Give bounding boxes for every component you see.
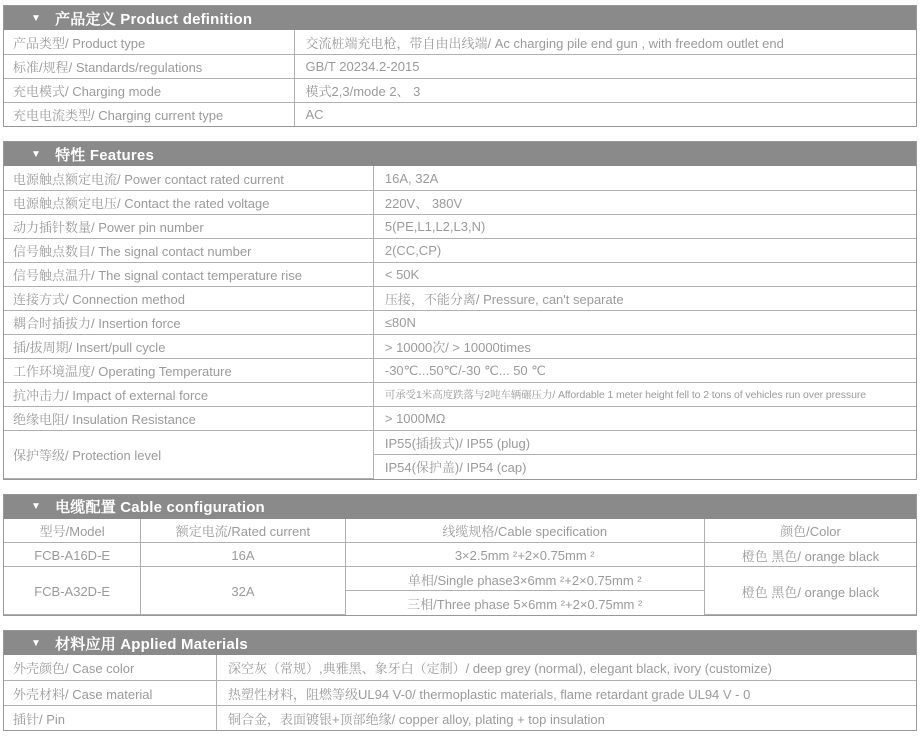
- column-header-color: 颜色/Color: [704, 519, 916, 543]
- row-value: < 50K: [373, 262, 916, 286]
- table-row: [4, 166, 916, 190]
- section-applied-materials: [3, 630, 917, 731]
- applied-materials-table: [4, 655, 916, 730]
- table-row-fcb-a16d-e: [4, 543, 916, 567]
- cell-current: 16A: [141, 543, 345, 567]
- cell-model: FCB-A16D-E: [4, 543, 141, 567]
- row-label-protection-level: 保护等级/ Protection level: [4, 430, 373, 478]
- table-row: [4, 78, 916, 102]
- triangle-down-icon: ▼: [31, 12, 42, 24]
- row-value-ip54: IP54(保护盖)/ IP54 (cap): [373, 454, 916, 478]
- row-value: AC: [294, 102, 916, 126]
- row-value: 5(PE,L1,L2,L3,N): [373, 214, 916, 238]
- row-value: 压接，不能分离/ Pressure, can't separate: [373, 286, 916, 310]
- cell-spec-three-phase: 三相/Three phase 5×6mm ²+2×0.75mm ²: [345, 591, 704, 615]
- row-value: 模式2,3/mode 2、 3: [294, 78, 916, 102]
- cell-spec-single-phase: 单相/Single phase3×6mm ²+2×0.75mm ²: [345, 567, 704, 591]
- row-label: 产品类型/ Product type: [4, 30, 294, 54]
- table-row: [4, 214, 916, 238]
- row-label: 充电电流类型/ Charging current type: [4, 102, 294, 126]
- row-value: 可承受1米高度跌落与2吨车辆碾压力/ Affordable 1 meter height fell to 2 tons of vehicles run over pressure: [373, 382, 916, 406]
- row-label: 工作环境温度/ Operating Temperature: [4, 358, 373, 382]
- row-value: 2(CC,CP): [373, 238, 916, 262]
- table-row-protection-plug: [4, 430, 916, 454]
- table-row-fcb-a32d-e-single: [4, 567, 916, 591]
- table-row: [4, 102, 916, 126]
- table-row: [4, 655, 916, 680]
- column-header-rated-current: 额定电流/Rated current: [141, 519, 345, 543]
- cell-model: FCB-A32D-E: [4, 567, 141, 615]
- cell-color: 橙色 黑色/ orange black: [704, 543, 916, 567]
- row-label: 插针/ Pin: [4, 705, 216, 730]
- section-title-materials: 材料应用 Applied Materials: [55, 635, 248, 653]
- product-definition-table: [4, 30, 916, 126]
- column-header-model: 型号/Model: [4, 519, 141, 543]
- row-value: 220V、 380V: [373, 190, 916, 214]
- section-cable-configuration: [3, 494, 917, 617]
- row-value: > 1000MΩ: [373, 406, 916, 430]
- column-header-cable-spec: 线缆规格/Cable specification: [345, 519, 704, 543]
- row-label: 电源触点额定电流/ Power contact rated current: [4, 166, 373, 190]
- cable-configuration-table: [4, 519, 916, 616]
- row-label: 连接方式/ Connection method: [4, 286, 373, 310]
- row-value: 深空灰（常规）,典雅黑、象牙白（定制）/ deep grey (normal), elegant black, ivory (customize): [216, 655, 916, 680]
- row-label: 标准/规程/ Standards/regulations: [4, 54, 294, 78]
- row-value: 热塑性材料，阻燃等级UL94 V-0/ thermoplastic materials, flame retardant grade UL94 V - 0: [216, 680, 916, 705]
- row-value: > 10000次/ > 10000times: [373, 334, 916, 358]
- row-label: 耦合时插拔力/ Insertion force: [4, 310, 373, 334]
- table-row: [4, 334, 916, 358]
- row-label: 信号触点温升/ The signal contact temperature rise: [4, 262, 373, 286]
- table-row: [4, 238, 916, 262]
- section-title-features: 特性 Features: [55, 146, 155, 164]
- row-value: GB/T 20234.2-2015: [294, 54, 916, 78]
- row-value: 交流桩端充电枪，带自由出线端/ Ac charging pile end gun , with freedom outlet end: [294, 30, 916, 54]
- table-row: [4, 190, 916, 214]
- table-row: [4, 286, 916, 310]
- row-value: -30℃...50℃/-30 ℃... 50 ℃: [373, 358, 916, 382]
- row-value: ≤80N: [373, 310, 916, 334]
- section-features: [3, 141, 917, 480]
- cell-spec: 3×2.5mm ²+2×0.75mm ²: [345, 543, 704, 567]
- row-label: 插/拔周期/ Insert/pull cycle: [4, 334, 373, 358]
- section-product-definition: [3, 5, 917, 127]
- cell-color: 橙色 黑色/ orange black: [704, 567, 916, 615]
- features-table: [4, 166, 916, 479]
- triangle-down-icon: ▼: [31, 501, 42, 512]
- section-header-features: [4, 142, 916, 166]
- row-label: 外壳材料/ Case material: [4, 680, 216, 705]
- row-label: 动力插针数量/ Power pin number: [4, 214, 373, 238]
- row-value: 16A, 32A: [373, 166, 916, 190]
- row-value-ip55: IP55(插拔式)/ IP55 (plug): [373, 430, 916, 454]
- triangle-down-icon: ▼: [31, 148, 42, 160]
- table-row: [4, 310, 916, 334]
- row-label: 信号触点数目/ The signal contact number: [4, 238, 373, 262]
- table-row: [4, 382, 916, 406]
- section-title-cable: 电缆配置 Cable configuration: [55, 499, 265, 516]
- cell-current: 32A: [141, 567, 345, 615]
- table-row: [4, 54, 916, 78]
- table-row: [4, 262, 916, 286]
- section-title-product: 产品定义 Product definition: [55, 10, 253, 28]
- section-header-cable: [4, 495, 916, 519]
- section-header-materials: [4, 631, 916, 655]
- row-label: 充电模式/ Charging mode: [4, 78, 294, 102]
- table-header-row: [4, 519, 916, 543]
- row-value: 铜合金，表面镀银+顶部绝缘/ copper alloy, plating + top insulation: [216, 705, 916, 730]
- section-header-product: [4, 6, 916, 30]
- row-label: 绝缘电阻/ Insulation Resistance: [4, 406, 373, 430]
- table-row: [4, 705, 916, 730]
- row-label: 外壳颜色/ Case color: [4, 655, 216, 680]
- table-row: [4, 406, 916, 430]
- row-label: 电源触点额定电压/ Contact the rated voltage: [4, 190, 373, 214]
- table-row: [4, 30, 916, 54]
- triangle-down-icon: ▼: [31, 637, 42, 649]
- row-label: 抗冲击力/ Impact of external force: [4, 382, 373, 406]
- table-row: [4, 680, 916, 705]
- table-row: [4, 358, 916, 382]
